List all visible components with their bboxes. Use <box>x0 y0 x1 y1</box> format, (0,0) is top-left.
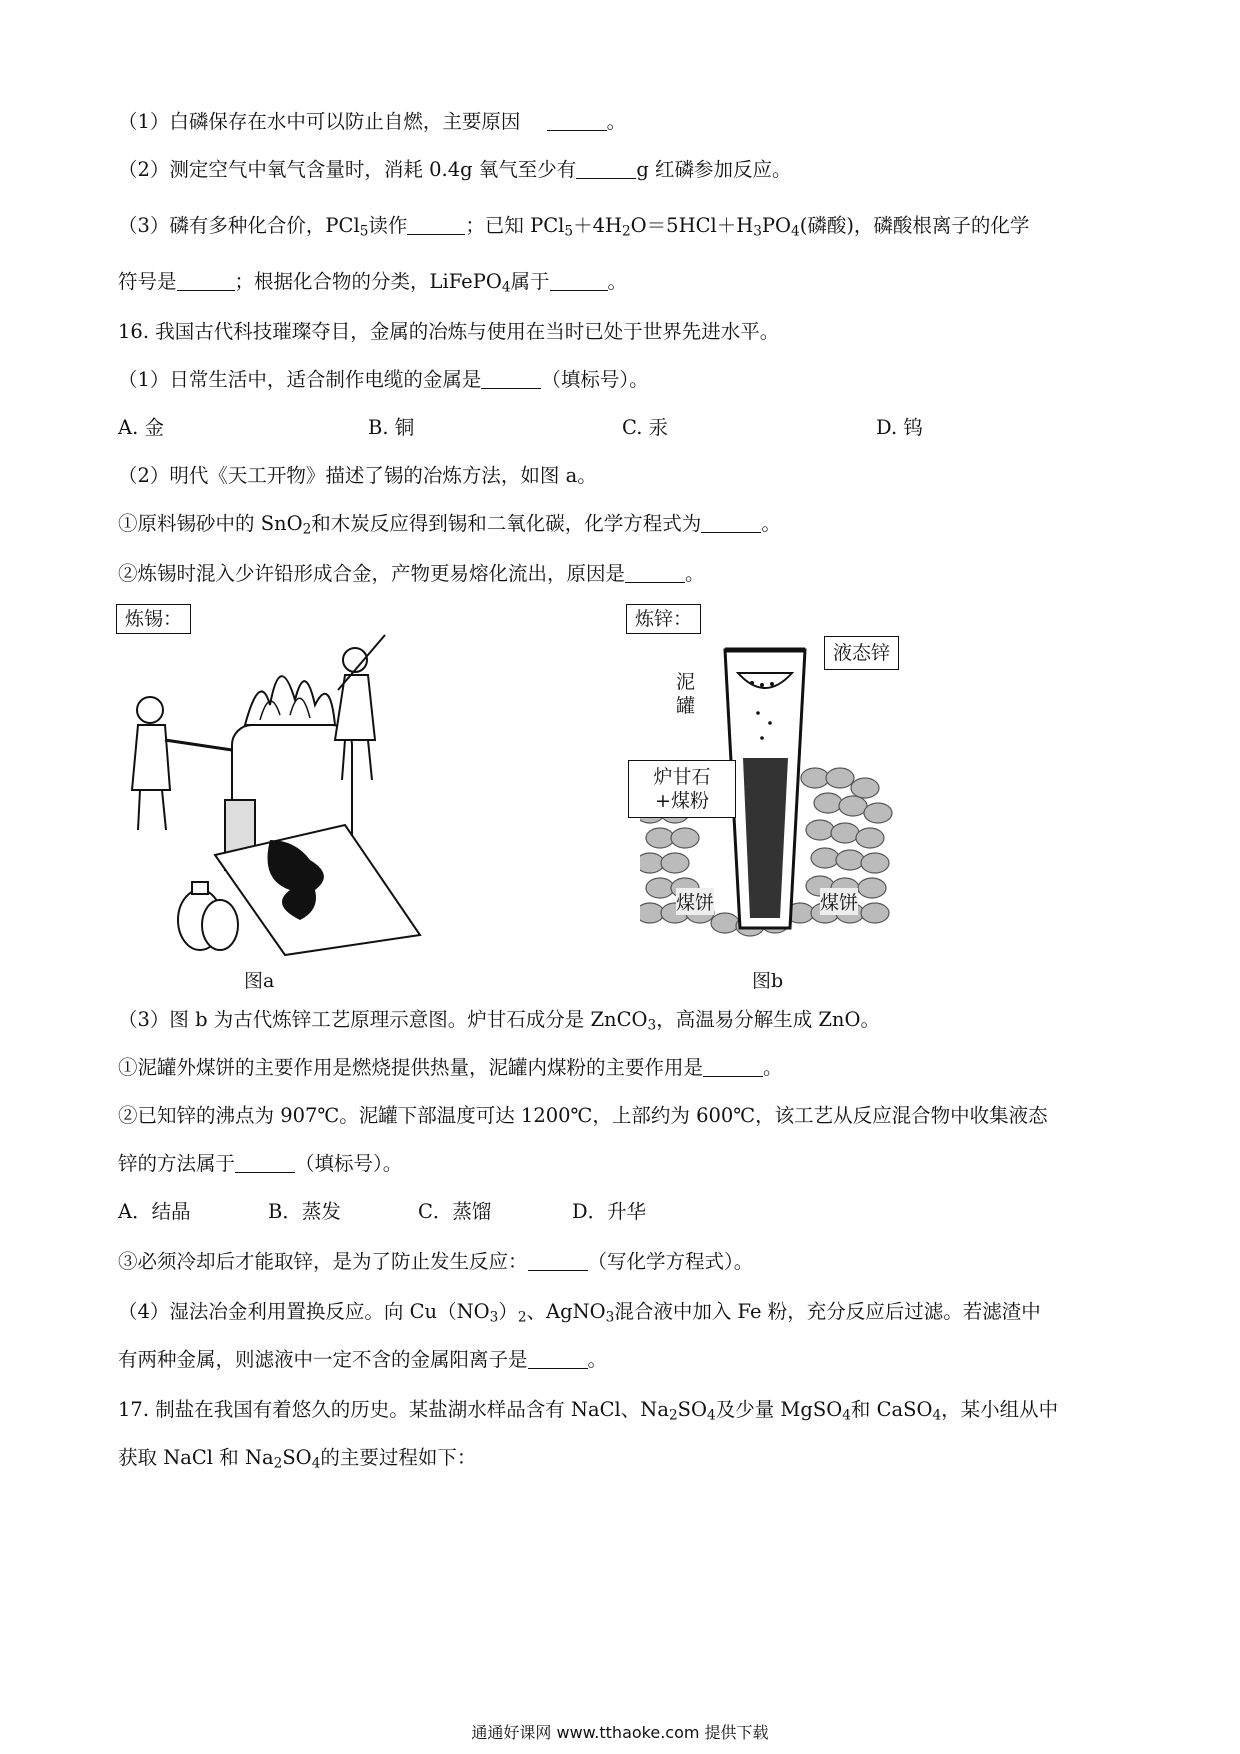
q16-part2-1: ①原料锡砂中的 SnO$_2$和木炭反应得到锡和二氧化碳，化学方程式为 。 <box>118 512 781 538</box>
clay-pot-label: 泥罐 <box>676 671 696 717</box>
q15-part1: （1）白磷保存在水中可以防止自燃，主要原因 。 <box>118 110 627 133</box>
q15-part2: （2）测定空气中氧气含量时，消耗 0.4g 氧气至少有 g 红磷参加反应。 <box>118 158 792 181</box>
figure-a-label: 炼锡： <box>116 604 191 634</box>
q16-part3-1: ①泥罐外煤饼的主要作用是燃烧提供热量，泥罐内煤粉的主要作用是 。 <box>118 1056 783 1079</box>
figure-b-label: 炼锌： <box>626 604 701 634</box>
answer-blank[interactable] <box>547 110 607 131</box>
option-a[interactable]: A．结晶 <box>118 1200 191 1223</box>
answer-blank[interactable] <box>481 368 541 389</box>
answer-blank[interactable] <box>701 512 761 533</box>
answer-blank[interactable] <box>177 270 235 291</box>
q17-stem: 17. 制盐在我国有着悠久的历史。某盐湖水样品含有 NaCl、$Na_2SO_4$及少量 MgSO$_4$和 CaSO$_4$，某小组从中 <box>118 1398 1059 1424</box>
answer-blank[interactable] <box>528 1250 588 1271</box>
q16-part2: （2）明代《天工开物》描述了锡的冶炼方法，如图 a。 <box>118 464 597 487</box>
answer-blank[interactable] <box>625 562 685 583</box>
answer-blank[interactable] <box>407 214 465 235</box>
answer-blank[interactable] <box>550 270 608 291</box>
q16-part2-2: ②炼锡时混入少许铅形成合金，产物更易熔化流出，原因是 。 <box>118 562 705 585</box>
calamine-coal-callout: 炉甘石 +煤粉 <box>628 760 736 818</box>
answer-blank[interactable] <box>576 158 636 179</box>
coal-cake-left-label: 煤饼 <box>676 888 714 915</box>
figure-b-caption: 图b <box>752 970 784 992</box>
q15-part3: （3）磷有多种化合价，PCl$_5$读作 ；已知 $PCl_5+4H_2O=5HCl+H_3PO_4$(磷酸)，磷酸根离子的化学 <box>118 214 1030 240</box>
q16-part4-cont: 有两种金属，则滤液中一定不含的金属阳离子是 。 <box>118 1348 608 1371</box>
option-c[interactable]: C．蒸馏 <box>418 1200 492 1223</box>
coal-cake-right-label: 煤饼 <box>820 888 858 915</box>
answer-blank[interactable] <box>235 1152 295 1173</box>
liquid-zinc-callout: 液态锌 <box>824 636 899 670</box>
figure-a-smelting-illustration <box>120 630 460 960</box>
option-b[interactable]: B．蒸发 <box>268 1200 341 1223</box>
q16-stem: 16. 我国古代科技璀璨夺目，金属的冶炼与使用在当时已处于世界先进水平。 <box>118 320 780 343</box>
answer-blank[interactable] <box>528 1348 588 1369</box>
answer-blank[interactable] <box>703 1056 763 1077</box>
q15-part3-cont: 符号是 ；根据化合物的分类，LiFePO$_4$属于 。 <box>118 270 628 296</box>
option-d[interactable]: D．升华 <box>572 1200 647 1223</box>
q16-part3-2-cont: 锌的方法属于 （填标号）。 <box>118 1152 403 1175</box>
option-b[interactable]: B. 铜 <box>368 416 415 439</box>
q17-stem-cont: 获取 NaCl 和 $Na_2SO_4$的主要过程如下： <box>118 1446 477 1472</box>
q16-part1: （1）日常生活中，适合制作电缆的金属是 （填标号）。 <box>118 368 649 391</box>
figure-a-caption: 图a <box>244 970 275 992</box>
option-a[interactable]: A. 金 <box>118 416 164 439</box>
option-d[interactable]: D. 钨 <box>876 416 923 439</box>
page-footer: 通通好课网 www.tthaoke.com 提供下载 <box>471 1723 769 1742</box>
option-c[interactable]: C. 汞 <box>622 416 669 439</box>
q16-part4: （4）湿法冶金利用置换反应。向 $Cu(NO_3)_2$、AgNO$_3$混合液中加入 Fe 粉，充分反应后过滤。若滤渣中 <box>118 1300 1041 1326</box>
q16-part3-2: ②已知锌的沸点为 907℃。泥罐下部温度可达 1200℃，上部约为 600℃，该工艺从反应混合物中收集液态 <box>118 1104 1048 1127</box>
q16-part3: （3）图 b 为古代炼锌工艺原理示意图。炉甘石成分是 ZnCO$_3$，高温易分解生成 ZnO。 <box>118 1008 880 1034</box>
q16-part3-3: ③必须冷却后才能取锌，是为了防止发生反应： （写化学方程式）。 <box>118 1250 754 1273</box>
